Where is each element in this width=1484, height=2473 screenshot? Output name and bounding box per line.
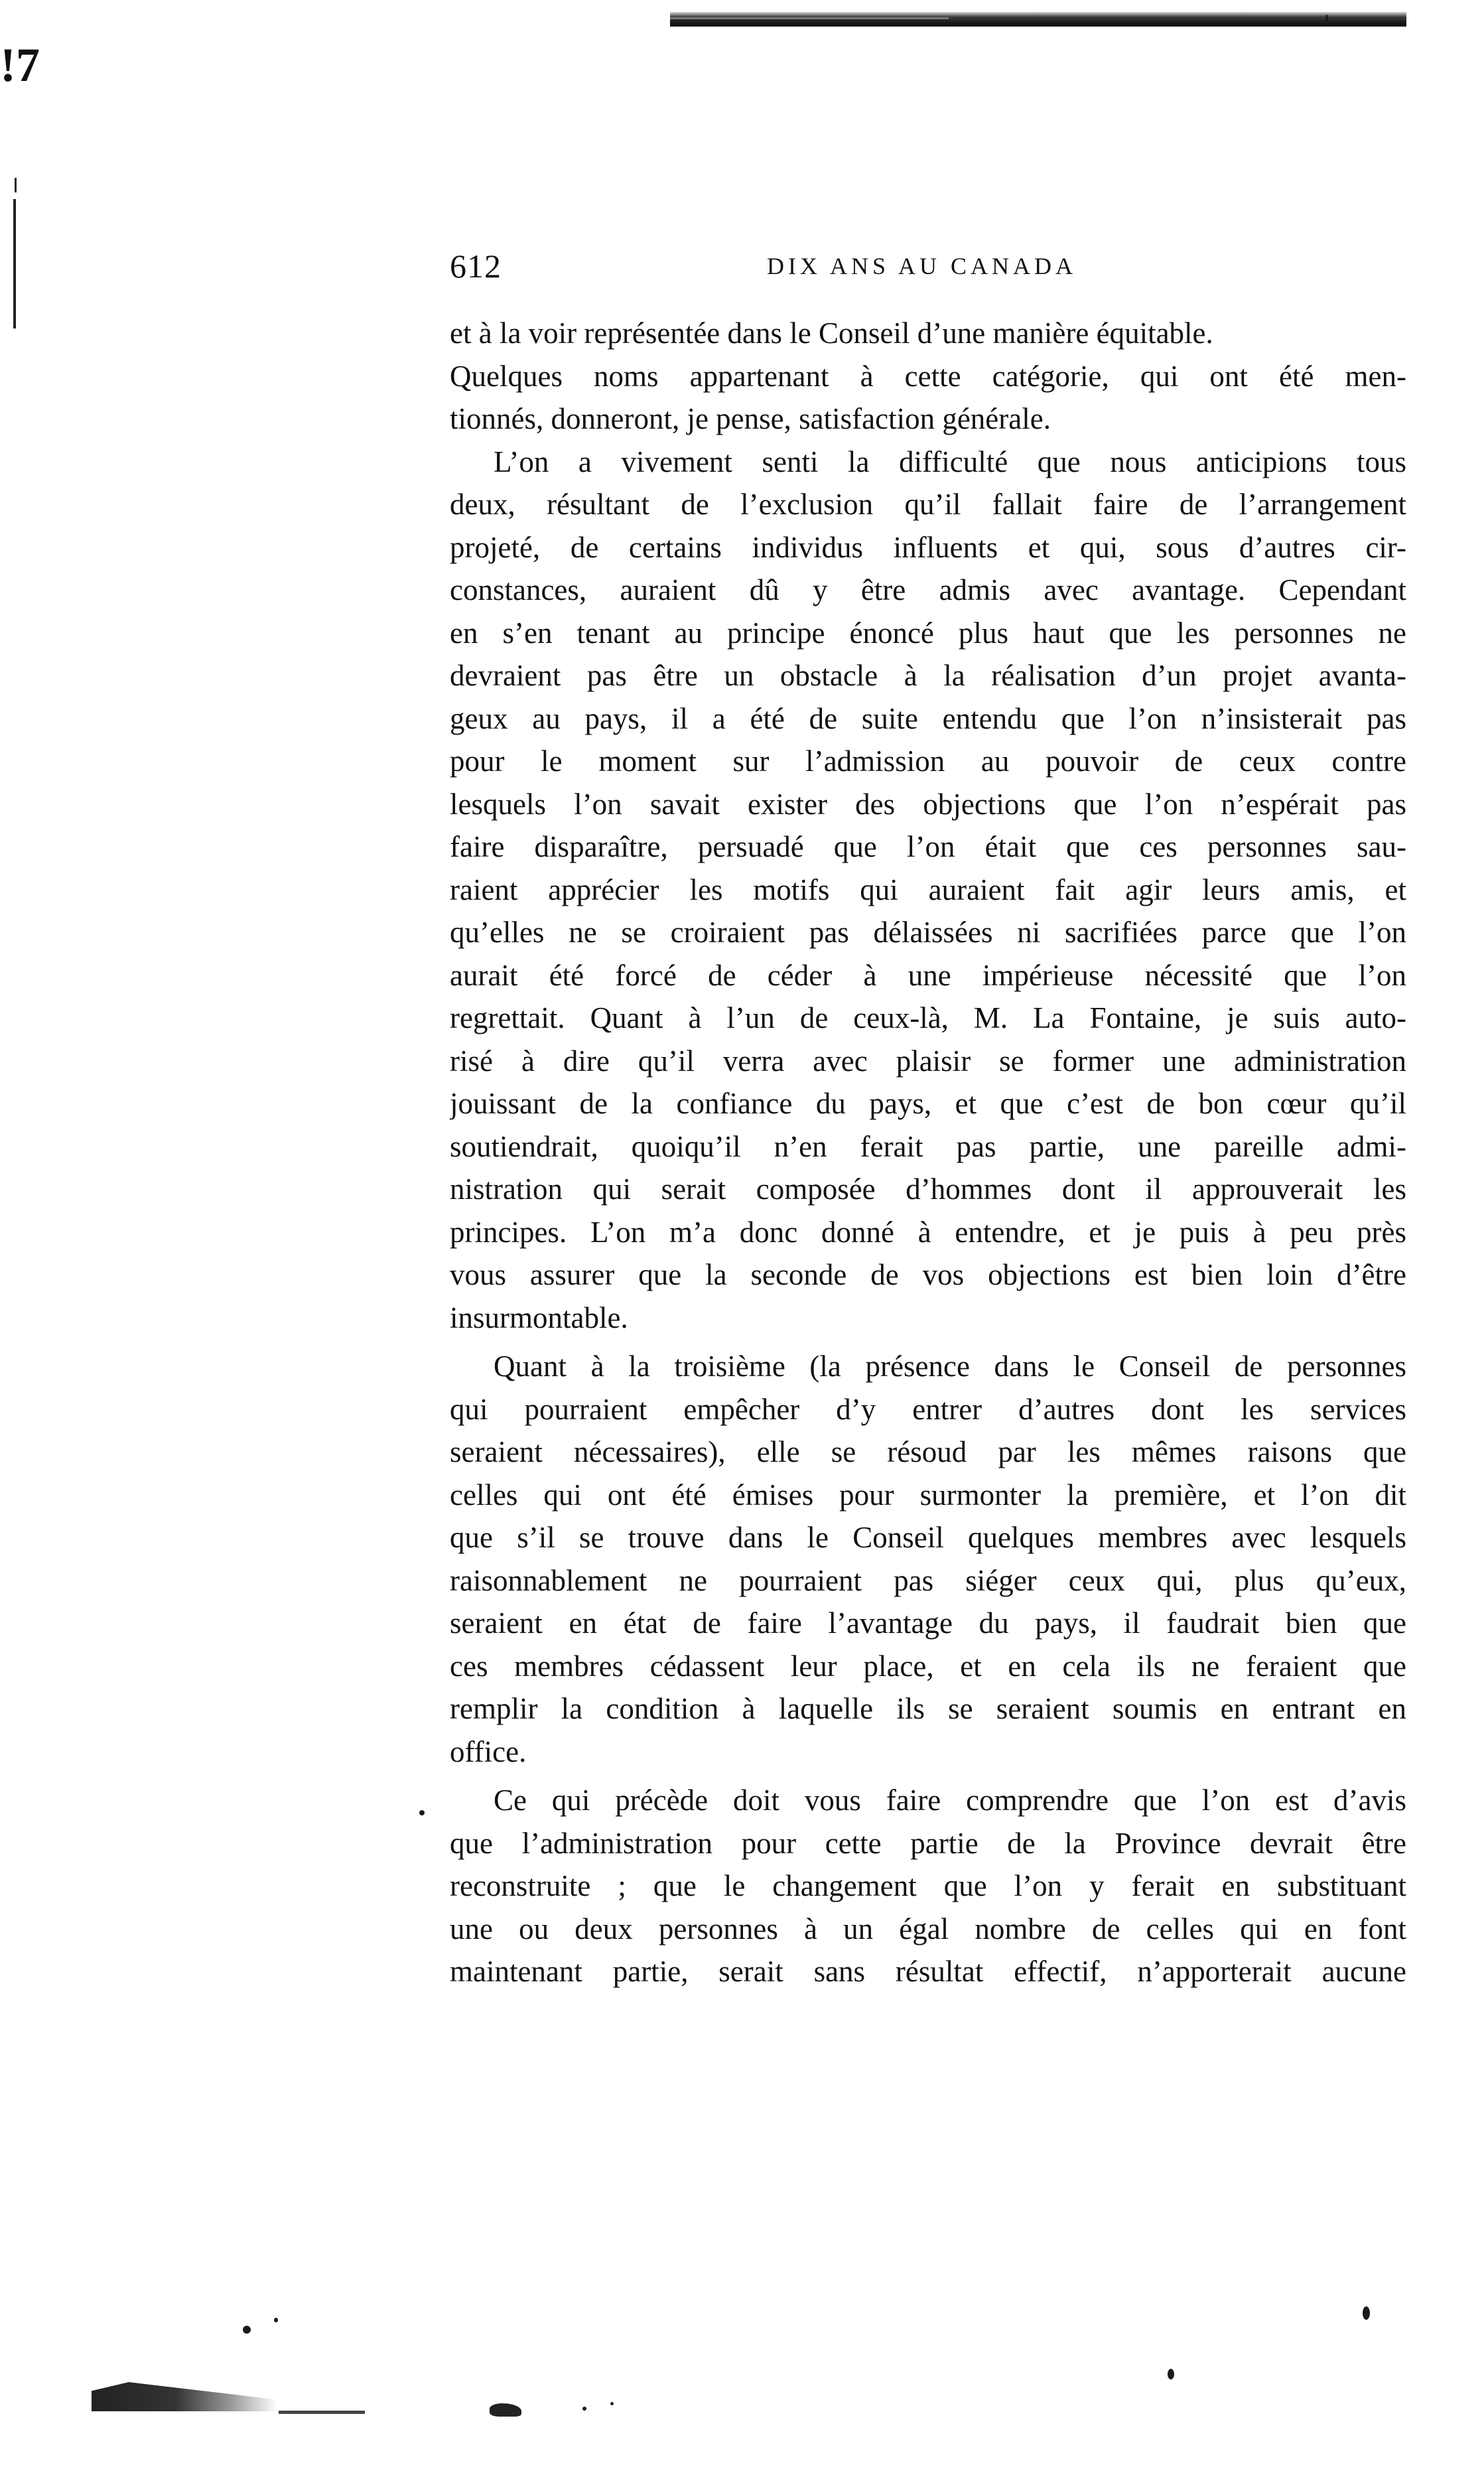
text-line: Quant à la troisième (la présence dans le Conseil de personnes [494,1350,1406,1383]
bottom-speck-4 [1168,2369,1174,2379]
text-line: lesquels l’on savait exister des objections que l’on n’espérait pas [450,787,1406,821]
top-edge-rule [670,12,1406,27]
bottom-speck-1 [243,2326,251,2334]
bottom-speck-2 [274,2318,278,2322]
text-line: et à la voir représentée dans le Conseil d’une manière équitable. [450,317,1213,350]
text-line: faire disparaître, persuadé que l’on était que ces personnes sau- [450,830,1406,863]
body-text [450,312,1406,1993]
text-line: L’on a vivement senti la difficulté que nous anticipions tous [494,445,1406,478]
text-line: seraient en état de faire l’avantage du pays, il faudrait bien que [450,1606,1406,1640]
top-speck [1325,15,1328,23]
text-line: que l’administration pour cette partie de la Province devrait être [450,1826,1406,1860]
text-line: deux, résultant de l’exclusion qu’il fallait faire de l’arrangement [450,488,1406,521]
text-line: geux au pays, il a été de suite entendu que l’on n’insisterait pas [450,701,1406,735]
text-line: regrettait. Quant à l’un de ceux-là, M. La Fontaine, je suis auto- [450,1001,1406,1034]
top-edge-rule-thin [670,17,949,19]
text-line: projeté, de certains individus influents et qui, sous d’autres cir- [450,530,1406,564]
page-number: 612 [450,247,502,285]
text-line: devraient pas être un obstacle à la réalisation d’un projet avanta- [450,659,1406,692]
text-line: tionnés, donneront, je pense, satisfaction générale. [450,402,1051,435]
bottom-speck-6 [610,2402,614,2405]
text-line: pour le moment sur l’admission au pouvoir de ceux contre [450,744,1406,778]
text-line: vous assurer que la seconde de vos objections est bien loin d’être [450,1258,1406,1291]
margin-speck [419,1810,425,1815]
text-line: insurmontable. [450,1301,628,1334]
text-line: ces membres cédassent leur place, et en cela ils ne feraient que [450,1649,1406,1683]
text-line: qui pourraient empêcher d’y entrer d’autres dont les services [450,1392,1406,1426]
text-line: qu’elles ne se croiraient pas délaissées ni sacrifiées parce que l’on [450,916,1406,949]
text-line: reconstruite ; que le changement que l’on y ferait en substituant [450,1869,1406,1902]
margin-scan-artifact: !7 [0,38,40,92]
text-line: jouissant de la confiance du pays, et que c’est de bon cœur qu’il [450,1087,1406,1120]
text-line: en s’en tenant au principe énoncé plus haut que les personnes ne [450,616,1406,650]
text-line: remplir la condition à laquelle ils se seraient soumis en entrant en [450,1692,1406,1725]
text-line: celles qui ont été émises pour surmonter la première, et l’on dit [450,1478,1406,1512]
bottom-scan-artifact [92,2382,277,2411]
text-line: Quelques noms appartenant à cette catégorie, qui ont été men- [450,359,1406,393]
text-line: soutiendrait, quoiqu’il n’en ferait pas partie, une pareille admi- [450,1129,1406,1163]
text-line: constances, auraient dû y être admis avec avantage. Cependant [450,573,1406,606]
text-line: raisonnablement ne pourraient pas siéger ceux qui, plus qu’eux, [450,1563,1406,1597]
text-line: raient apprécier les motifs qui auraient fait agir leurs amis, et [450,873,1406,906]
text-line: que s’il se trouve dans le Conseil quelques membres avec lesquels [450,1521,1406,1554]
bottom-scan-line [279,2411,365,2414]
left-margin-stroke [13,199,16,328]
text-line: principes. L’on m’a donc donné à entendre, et je puis à peu près [450,1215,1406,1249]
text-line: nistration qui serait composée d’hommes dont il approuverait les [450,1172,1406,1206]
bottom-scan-blot [490,2403,521,2417]
text-line: seraient nécessaires), elle se résoud par les mêmes raisons que [450,1435,1406,1468]
text-line: aurait été forcé de céder à une impérieuse nécessité que l’on [450,958,1406,992]
bottom-speck-3 [1363,2306,1370,2320]
text-line: maintenant partie, serait sans résultat effectif, n’apporterait aucune [450,1955,1406,1988]
text-line: une ou deux personnes à un égal nombre de celles qui en font [450,1912,1406,1945]
text-line: Ce qui précède doit vous faire comprendre que l’on est d’avis [494,1784,1406,1817]
left-margin-stroke-small [15,178,17,192]
page-header [450,247,1405,293]
text-line: office. [450,1734,527,1768]
bottom-speck-5 [582,2407,586,2411]
running-head: DIX ANS AU CANADA [767,253,1077,279]
text-line: risé à dire qu’il verra avec plaisir se former une administration [450,1044,1406,1078]
